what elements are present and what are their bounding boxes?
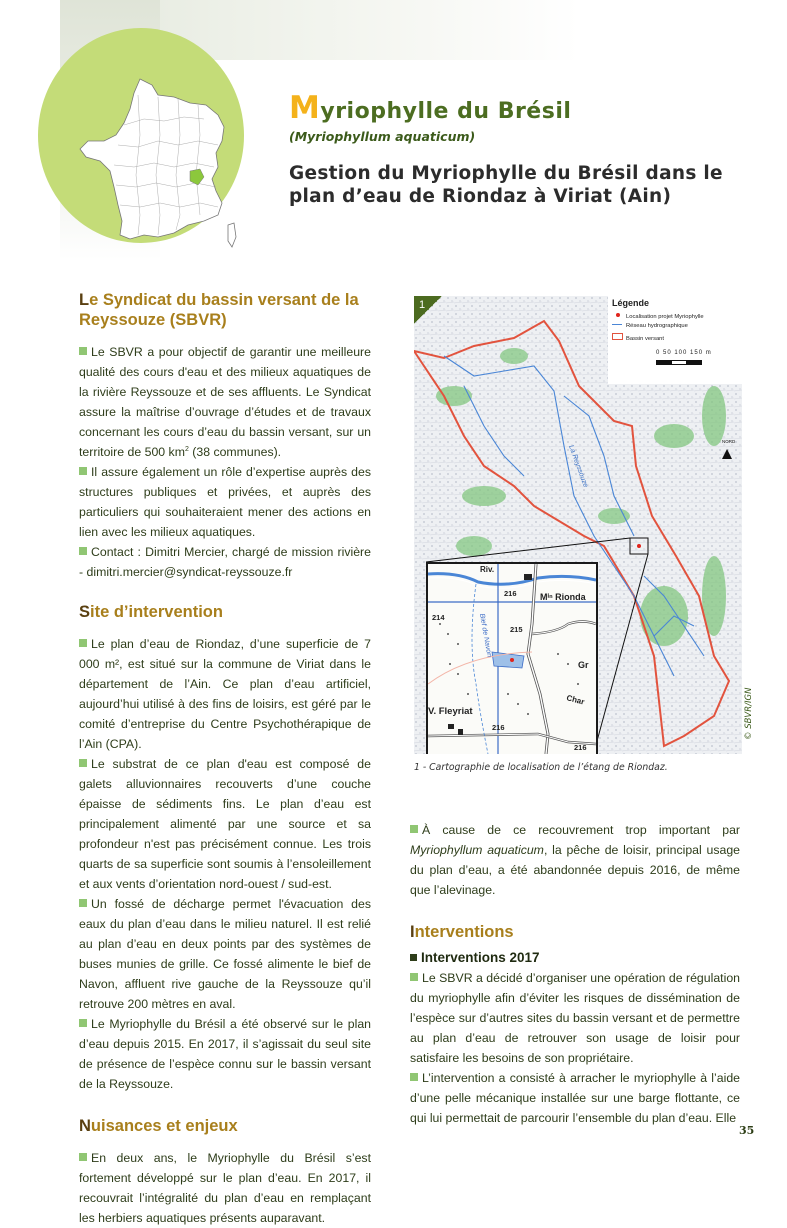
latin-name: (Myriophyllum aquaticum): [289, 129, 476, 144]
paragraph: Le substrat de ce plan d'eau est composé de galets alluvionnaires recouverts d’une couche épaisse de sédiments fins. Le plan d’eau est principalement alimenté par une source et sa profondeur n'est pas précisément connue. Les trois quarts de sa superficie sont soumis à l’ensoleillement et aux vents d’orientation nord-ouest / sud-est.: [79, 757, 371, 891]
legend-item: Bassin versant: [612, 333, 664, 342]
figure-number-badge: 1: [414, 296, 442, 324]
bullet-square-icon: [79, 467, 87, 475]
bullet-square-icon: [79, 547, 87, 555]
svg-text:Char: Char: [565, 693, 586, 707]
scale-labels: 0 50 100 150 m: [656, 350, 712, 356]
paragraph: Le SBVR a décidé d’organiser une opération de régulation du myriophylle afin d’éviter les risques de dissémination de l’espèce sur d’autres sites du bassin versant et de permettre au plan d’eau de retrouver son usage de loisir pour satisfaire les besoins de son propriétaire.: [410, 971, 740, 1065]
paragraph: Contact : Dimitri Mercier, chargé de mission rivière - dimitri.mercier@syndicat-reyssouze.fr: [79, 545, 371, 579]
svg-text:Mⁱⁿ Rionda: Mⁱⁿ Rionda: [540, 592, 586, 602]
bullet-square-icon: [410, 825, 418, 833]
north-label: NORD: [722, 439, 736, 444]
bullet-square-icon: [79, 1153, 87, 1161]
section-site: [79, 602, 371, 1094]
inset-map: [426, 562, 598, 754]
section-heading: Site d’intervention: [79, 603, 223, 621]
red-dot-icon: [616, 313, 620, 317]
svg-text:215: 215: [510, 625, 523, 634]
svg-text:Gr: Gr: [578, 660, 589, 670]
subtitle-line-2: plan d’eau de Riondaz à Viriat (Ain): [289, 186, 672, 207]
paragraph: Un fossé de décharge permet l'évacuation des eaux du plan d’eau dans le milieu naturel. Il est relié au plan d’eau en deux points par des systèmes de buses munies de grille. Ce fossé alimente le bief de Navon, affluent rive gauche de la Reyssouze qu’il retrouve 200 mètres en aval.: [79, 897, 371, 1011]
paragraph: Le SBVR a pour objectif de garantir une meilleure qualité des cours d'eau et des milieux aquatiques de la rivière Reyssouze et de ses affluents. Le Syndicat assure la maîtrise d’ouvrage d’études et de travaux concernant les cours d’eau du bassin versant, sur un territoire de 500 $km^2$ (38 communes).: [79, 345, 371, 459]
svg-text:Riv.: Riv.: [480, 565, 495, 574]
figure-caption: 1 - Cartographie de localisation de l’étang de Riondaz.: [414, 762, 668, 773]
svg-text:216: 216: [574, 743, 587, 752]
subheading-interventions-2017: Interventions 2017: [410, 948, 740, 968]
legend-item: Localisation projet Myriophylle: [612, 313, 704, 320]
bullet-square-icon: [410, 1073, 418, 1081]
bullet-square-icon: [410, 973, 418, 981]
svg-text:La Reyssouze: La Reyssouze: [567, 444, 589, 489]
subtitle-line-1: Gestion du Myriophylle du Brésil dans le: [289, 163, 723, 184]
section-heading: Nuisances et enjeux: [79, 1117, 238, 1135]
bullet-square-icon: [79, 1019, 87, 1027]
map-legend: [608, 296, 742, 384]
title-block: [289, 90, 769, 208]
svg-text:V. Fleyriat: V. Fleyriat: [428, 706, 473, 717]
title-text: yriophylle du Brésil: [320, 99, 572, 124]
scale-bar: [656, 360, 702, 365]
bullet-square-icon: [79, 347, 87, 355]
svg-text:Bief de Navon: Bief de Navon: [478, 613, 493, 658]
legend-title: Légende: [612, 298, 650, 308]
blue-line-icon: [612, 324, 622, 325]
left-column: [79, 290, 371, 1228]
france-map-icon: [78, 75, 248, 260]
bullet-square-icon: [79, 639, 87, 647]
section-heading-interventions: Interventions: [410, 923, 514, 941]
inset-topo-map: [428, 564, 596, 754]
legend-item: Réseau hydrographique: [612, 323, 688, 329]
paragraph: En deux ans, le Myriophylle du Brésil s’est fortement développé sur le plan d’eau. En 2017, il recouvrait l’intégralité du plan d’eau en remplaçant les herbiers aquatiques présents auparavant.: [79, 1151, 371, 1225]
section-heading: Le Syndicat du bassin versant de la Reyssouze (SBVR): [79, 291, 359, 329]
location-map-figure: [414, 296, 742, 754]
svg-text:216: 216: [504, 589, 517, 598]
svg-text:216: 216: [492, 723, 505, 732]
paragraph: Il assure également un rôle d’expertise auprès des structures publiques et privées, et auprès des particuliers qui souhaiteraient mener des actions en lien avec les milieux aquatiques.: [79, 465, 371, 539]
bullet-square-icon: [410, 954, 417, 961]
svg-text:214: 214: [432, 613, 445, 622]
france-map-ellipse: [38, 28, 244, 243]
page-number: 35: [739, 1124, 755, 1137]
red-outline-box-icon: [612, 333, 623, 340]
paragraph: Le Myriophylle du Brésil a été observé sur le plan d’eau depuis 2015. En 2017, il s’agissait du seul site de présence de l’espèce connu sur le bassin versant de la Reyssouze.: [79, 1017, 371, 1091]
bullet-square-icon: [79, 899, 87, 907]
bullet-square-icon: [79, 759, 87, 767]
title-initial: M: [289, 90, 321, 126]
page-subtitle: [289, 162, 769, 208]
paragraph: À cause de ce recouvrement trop important par Myriophyllum aquaticum, la pêche de loisir, principal usage du plan d’eau, a été abandonnée depuis 2016, de même que l’alevinage.: [410, 823, 740, 897]
paragraph: L’intervention a consisté à arracher le myriophylle à l’aide d’une pelle mécanique installée sur une barge flottante, ce qui lui permettait de parcourir l’ensemble du plan d’eau. Elle: [410, 1071, 740, 1125]
page-title: [289, 90, 769, 126]
figure-copyright: © SBVR/IGN: [744, 687, 754, 740]
section-nuisances: [79, 1116, 371, 1228]
paragraph: Le plan d’eau de Riondaz, d’une superficie de 7 000 m², est situé sur la commune de Viriat dans le département de l’Ain. Ce plan d’eau artificiel, aujourd’hui utilisé à des fins de loisirs, est géré par le comité d’entreprise du Centre Psychothérapique de l’Ain (CPA).: [79, 637, 371, 751]
right-column: [410, 820, 740, 1128]
section-syndicat: [79, 290, 371, 582]
